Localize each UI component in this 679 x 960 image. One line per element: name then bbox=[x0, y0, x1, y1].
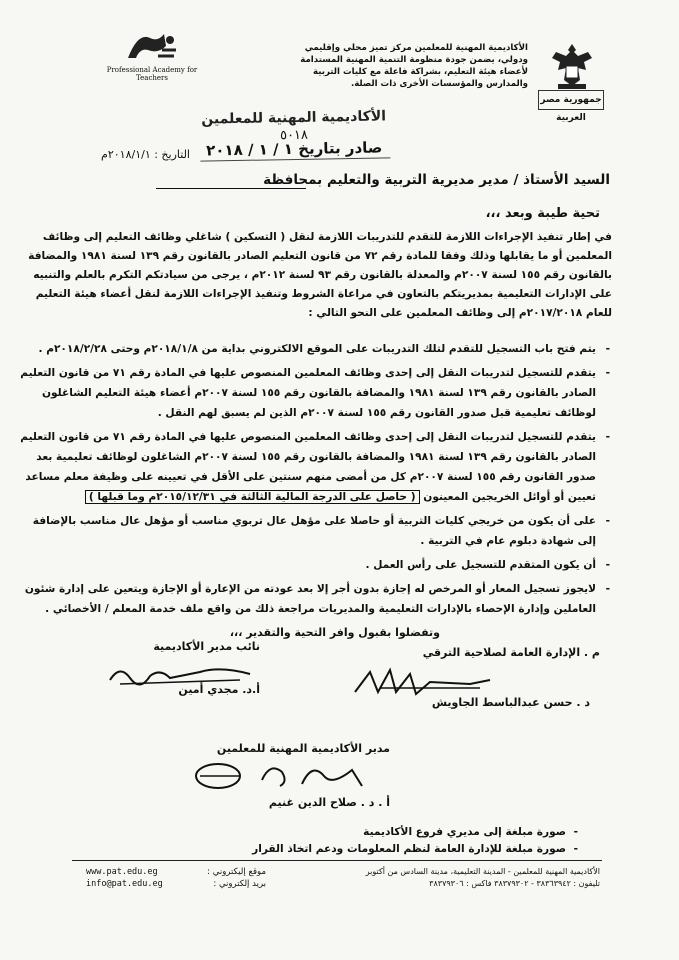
website-link[interactable]: www.pat.edu.eg bbox=[86, 867, 158, 877]
logo-caption: Professional Academy for Teachers bbox=[106, 66, 198, 82]
country-label: جمهورية مصر العربية bbox=[538, 90, 604, 110]
greeting: تحية طيبة وبعد ،،، bbox=[485, 206, 600, 221]
stamp-number: ٥٠١٨ bbox=[279, 127, 309, 144]
signatory-center-title: مدير الأكاديمية المهنية للمعلمين bbox=[216, 742, 390, 755]
salutation: السيد الأستاذ / مدير مديرية التربية والتعليم بمحافظة bbox=[263, 172, 610, 188]
list-item: - صورة مبلغة للإدارة العامة لنظم المعلومات ودعم اتخاذ القرار bbox=[220, 841, 580, 858]
address-text: الأكاديمية المهنية للمعلمين - المدينة التعليمية، مدينة السادس من أكتوبر bbox=[365, 867, 600, 876]
signatory-left-title: نائب مدير الأكاديمية bbox=[153, 640, 260, 653]
list-item: - يتقدم للتسجيل لتدريبات النقل إلى إحدى وظائف المعلمين المنصوص عليها في المادة رقم ٧١ من قانون التعليم الصادر بالقانون رقم ١٣٩ لسنة ١٩٨١ والمضافة بالقانون رقم ١٥٥ لسنة ٢٠٠٧م الشاغلون لوظائف تعليمية بعد صدور القانون رقم ١٥٥ لسنة ٢٠٠٧م كل من أمضى منهم سنتين على الأقل في تعيينه على وظيفة معلم مساعد تعيين أو أوائل الخريجين المعينون ( حاصل على الدرجة المالية الثالثة في ٢٠١٥/١٢/٣١م وما قبلها ) bbox=[14, 427, 612, 507]
list-item: - يتقدم للتسجيل لتدريبات النقل إلى إحدى وظائف المعلمين المنصوص عليها في المادة رقم ٧١ من قانون التعليم الصادر بالقانون رقم ١٣٩ لسنة ١٩٨١ والمضافة بالقانون رقم ١٥٥ لسنة ٢٠٠٧م أعضاء هيئة التعليم الشاغلون لوظائف تعليمية قبل صدور القانون رقم ١٥٥ لسنة ٢٠٠٧م الذين لم يسبق لهم النقل . bbox=[14, 363, 612, 423]
copies-list bbox=[220, 824, 580, 858]
date-label: التاريخ : bbox=[154, 148, 190, 161]
list-item: - يتم فتح باب التسجيل للتقدم لتلك التدريبات على الموقع الالكتروني بداية من ٢٠١٨/١/٨م وحتى ٢٠١٨/٢/٢٨م . bbox=[14, 339, 612, 359]
academy-vision-text: الأكاديمية المهنية للمعلمين مركز تميز محلي وإقليمي ودولي، يضمن جودة منظومة التنمية المهنية المستدامة لأعضاء هيئة التعليم، بشراكة فاعلة مع كليات التربية والمدارس والمؤسسات الأخرى ذات الصلة. bbox=[300, 43, 528, 89]
list-item: - صورة مبلغة إلى مديري فروع الأكاديمية bbox=[220, 824, 580, 841]
footer-divider bbox=[72, 860, 602, 861]
egypt-eagle-emblem bbox=[548, 40, 596, 92]
signatory-center-name: أ . د . صلاح الدين غنيم bbox=[268, 796, 390, 809]
signature-center-scribble bbox=[192, 756, 382, 796]
email-label: بريد إلكتروني : bbox=[213, 879, 266, 889]
date-value: ٢٠١٨/١/١م bbox=[101, 148, 151, 161]
signatory-right-title: م . الإدارة العامة لصلاحية الترقي bbox=[422, 646, 600, 659]
letter-date bbox=[60, 148, 190, 161]
letter-body: في إطار تنفيذ الإجراءات اللازمة للتقدم للتدريبات اللازمة لنقل ( التسكين ) شاغلي وظائف التعليم إلى وظائف المعلمين أو ما يقابلها وذلك وفقا للمادة رقم ٧٢ من قانون التعليم الصادر بالقانون رقم ١٣٩ لسنة ١٩٨١ والمضافة بالقانون رقم ١٥٥ لسنة ٢٠٠٧م والمعدلة بالقانون رقم ٩٣ لسنة ٢٠١٢م ، يرجى من سيادتكم التكرم بالعلم والتنبيه على الإدارات التعليمية بمديريتكم بالتعاون في مراعاة الشروط وتنفيذ الإجراءات اللازمة لنقل أعضاء هيئة التعليم للعام ٢٠١٧/٢٠١٨م إلى وظائف المعلمين على النحو التالي : bbox=[28, 231, 612, 319]
academy-logo bbox=[118, 28, 182, 66]
incoming-stamp bbox=[190, 108, 399, 164]
conditions-list bbox=[14, 339, 612, 623]
stamp-org: الأكاديمية المهنية للمعلمين bbox=[201, 108, 387, 128]
footer-contact bbox=[86, 866, 266, 890]
grade-highlight: ( حاصل على الدرجة المالية الثالثة في ٢٠١٥/١٢/٣١م وما قبلها ) bbox=[85, 490, 420, 504]
website-label: موقع إليكتروني : bbox=[207, 867, 266, 877]
closing: وتفضلوا بقبول وافر التحية والتقدير ،،، bbox=[229, 626, 440, 639]
phone-text: تليفون : ٣٨٣٦٣٩٤٢ - ٣٨٣٧٩٣٠٢ فاكس : ٣٨٣٧٩٣٠٦ bbox=[429, 879, 600, 888]
list-item: - على أن يكون من خريجي كليات التربية أو حاصلا على مؤهل عال تربوي مناسب أو مؤهل عال مناسب بالإضافة إلى شهادة دبلوم عام في التربية . bbox=[14, 511, 612, 551]
email-link[interactable]: info@pat.edu.eg bbox=[86, 879, 163, 889]
signatory-left-name: أ.د. مجدي أمين bbox=[178, 683, 260, 696]
signatory-right-name: د . حسن عبدالباسط الجاويش bbox=[431, 696, 590, 709]
stamp-date: صادر بتاريخ ١ / ١ / ٢٠١٨ bbox=[205, 138, 383, 160]
footer-address bbox=[300, 866, 600, 890]
list-item: - أن يكون المتقدم للتسجيل على رأس العمل . bbox=[14, 555, 612, 575]
salutation-blank-line bbox=[156, 188, 306, 189]
list-item: - لايجوز تسجيل المعار أو المرخص له إجازة بدون أجر إلا بعد عودته من الإعارة أو الإجازة ويتعين على إدارة شئون العاملين وإدارة الإحصاء بالإدارات التعليمية والمديريات مراجعة ذلك من واقع ملف خدمة المعلم / الأخصائي . bbox=[14, 579, 612, 619]
